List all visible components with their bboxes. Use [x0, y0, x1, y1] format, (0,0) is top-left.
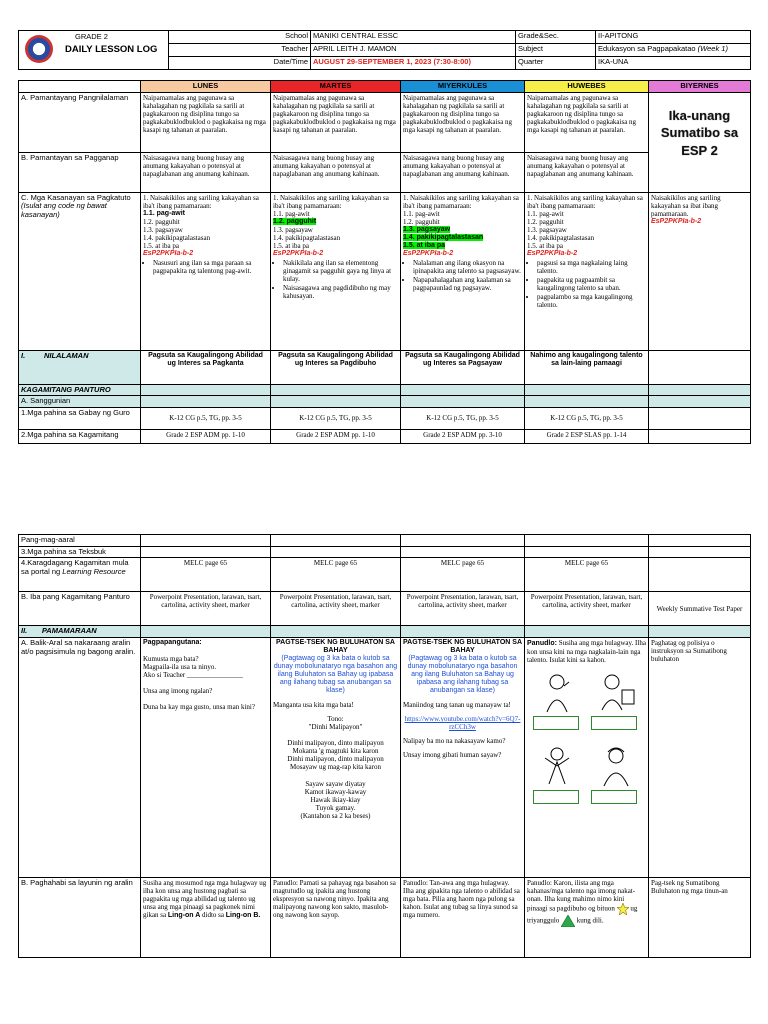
subject-label: Subject — [516, 44, 596, 57]
nilalaman-lunes: Pagsuta sa Kaugalingong Abilidad ug Interes sa Pagkanta — [141, 350, 271, 384]
nilalaman-huwebes: Nahimo ang kaugalingong talento sa lain-laing pamaagi — [525, 350, 649, 384]
answer-box[interactable] — [591, 790, 637, 804]
balik-huwebes: Panudlo: Susiha ang mga hulagway. Ilha kon unsa kini na mga nagkalain-lain nga talento. Isulat kini sa kahon. — [525, 637, 649, 877]
day-huwebes: HUWEBES — [525, 81, 649, 93]
iba-lunes: Powerpoint Presentation, larawan, tsart, cartolina, activity sheet, marker — [141, 592, 271, 626]
school-label: School — [169, 31, 311, 44]
kagamitan-huwebes: Grade 2 ESP SLAS pp. 1-14 — [525, 429, 649, 443]
gabay-huwebes: K-12 CG p.5, TG, pp. 3-5 — [525, 407, 649, 429]
paghahabi-label: B. Paghahabi sa layunin ng aralin — [19, 877, 141, 957]
teacher-label: Teacher — [169, 44, 311, 57]
pamantayang-martes: Naipamamalas ang pagunawa sa kahalagahan ng pagkilala sa sarili at pagkakaroon ng disiplina tungo sa pagkakabuklodbuklod o pagkakaisa ng mga kasapi ng tahanan at paaralan. — [271, 92, 401, 152]
school-value: MANIKI CENTRAL ESSC — [311, 31, 516, 44]
pagganap-lunes: Naisasagawa nang buong husay ang anumang kakayahan o potensyal at napaglabanan ang anumang kahinaan. — [141, 152, 271, 192]
summative-title: Ika-unang Sumatibo sa ESP 2 — [649, 92, 751, 192]
day-martes: MARTES — [271, 81, 401, 93]
kagamitan-lunes: Grade 2 ESP ADM pp. 1-10 — [141, 429, 271, 443]
gabay-miyerkules: K-12 CG p.5, TG, pp. 3-5 — [401, 407, 525, 429]
header-title-cell — [19, 31, 169, 70]
child-singing-image — [535, 670, 579, 714]
iba-martes: Powerpoint Presentation, larawan, tsart, cartolina, activity sheet, marker — [271, 592, 401, 626]
melc-lunes: MELC page 65 — [141, 558, 271, 592]
pang-label: Pang-mag-aaral — [19, 535, 141, 547]
datetime-label: Date/Time — [169, 57, 311, 70]
iba-miyerkules: Powerpoint Presentation, larawan, tsart, cartolina, activity sheet, marker — [401, 592, 525, 626]
child-dancing-image — [535, 744, 579, 788]
balik-lunes: Pagpapangutana: Kumusta mga bata? Magpaila-ila usa ta ninyo. Ako si Teacher ________________ Unsa ang imong ngalan? Duna ba kay mga gusto, unsa man kini? — [141, 637, 271, 877]
paghahabi-lunes: Susiha ang mosumod nga mga hulagway ug ilha kon unsa ang hustong pagbati sa pagpakita ug mga abilidad ug talento ug unsa ang mga pinaagi sa pagkonek nimi gikan sa Ling-on A didto sa Ling-on B. — [141, 877, 271, 957]
teksbuk-label: 3.Mga pahina sa Teksbuk — [19, 546, 141, 558]
pagganap-label: B. Pamantayan sa Pagganap — [19, 152, 141, 192]
kagamitan-martes: Grade 2 ESP ADM pp. 1-10 — [271, 429, 401, 443]
gradesec-value: II-APITONG — [596, 31, 751, 44]
nilalaman-miyerkules: Pagsuta sa Kaugalingong Abilidad ug Interes sa Pagsayaw — [401, 350, 525, 384]
paghahabi-miyerkules: Panudlo: Tan-awa ang mga hulagway. Ilha ang gipakita nga talento o abilidad sa mga bata. Pilia ang haom nga pulong sa kahon. Isulat ang tubag sa linya sunod sa mga numero. — [401, 877, 525, 957]
nilalaman-martes: Pagsuta sa Kaugalingong Abilidad ug Interes sa Pagdibuho — [271, 350, 401, 384]
kasanayan-biyernes: Naisakikilos ang sariling kakayahan sa ibat ibang pamamaraan. EsP2PKPIa-b-2 — [649, 192, 751, 350]
day-header-blank — [19, 81, 141, 93]
youtube-link[interactable]: https://www.youtube.com/watch?v=6Q7-rzCCh3w — [404, 715, 521, 732]
day-biyernes: BIYERNES — [649, 81, 751, 93]
pamantayang-label: A. Pamantayang Pangnilalaman — [19, 92, 141, 152]
balik-miyerkules: PAGTSE-TSEK NG BULUHATON SA BAHAY (Pagtawag og 3 ka bata o kutob sa dunay mobolunataryo nga basahon ang ilang Buluhaton sa Bahay ug ipabasa ang ilahang tubag sa anubangan sa klase) Maniindog tang tanan ug manayaw ta! https://www.youtube.com/watch?v=6Q7-rzCCh3w Nalipay ba mo na nakasayaw kamo? Unsay imong gibati human sayaw? — [401, 637, 525, 877]
grade-label: GRADE 2 — [75, 32, 108, 41]
kasanayan-label: C. Mga Kasanayan sa Pagkatuto (Isulat ang code ng bawat kasanayan) — [19, 192, 141, 350]
pamantayang-huwebes: Naipamamalas ang pagunawa sa kahalagahan ng pagkilala sa sarili at pagkakaroon ng disiplina tungo sa pagkakabuklodbuklod o pagkakaisa ng mga kasapi ng tahanan at paaralan. — [525, 92, 649, 152]
subject-value: Edukasyon sa Pagpapakatao (Week 1) — [596, 44, 751, 57]
teacher-value: APRIL LEITH J. MAMON — [311, 44, 516, 57]
day-miyerkules: MIYERKULES — [401, 81, 525, 93]
balik-label: A. Balik-Aral sa nakaraang aralin at/o pagsisimula ng bagong aralin. — [19, 637, 141, 877]
pamantayang-lunes: Naipamamalas ang pagunawa sa kahalagahan ng pagkilala sa sarili at pagkakaroon ng disiplina tungo sa pagkakabuklodbuklod o pagkakaisa ng mga kasapi ng tahanan at paaralan. — [141, 92, 271, 152]
balik-martes: PAGTSE-TSEK NG BULUHATON SA BAHAY (Pagtawag og 3 ka bata o kutob sa dunay mobolunataryo nga basahon ang ilang Buluhaton sa Bahay ug ipabasa ang ilahang tubag sa anubangan sa klase) Manganta usa kita mga bata! Tono: "Dinhi Malipayon" Dinhi malipayon, dinto malipayon Mokanta 'g magtuki kita karon Dinhi malipayon, dinto malipayon Mosayaw ug mag-rap kita karon Sayaw sayaw diyatay Kamot ikaway-kaway Hawak ikiay-kiay Tuyok gamay. (Kantahon sa 2 ka beses) — [271, 637, 401, 877]
gabay-martes: K-12 CG p.5, TG, pp. 3-5 — [271, 407, 401, 429]
kasanayan-martes: 1. Naisakikilos ang sariling kakayahan sa iba't ibang pamamaraan: 1.1. pag-awit 1.2. pagguhit 1.3. pagsayaw 1.4. pakikipagtalastasan 1.5. at iba pa EsP2PKPIa-b-2 • Nakikilala ang ilan sa elementong ginagamit sa pagguhit gaya ng linya at kulay. • Naisasagawa ang pagdidibuho ng may kahusayan. — [271, 192, 401, 350]
kasanayan-lunes: 1. Naisakikilos ang sariling kakayahan sa iba't ibang pamamaraan: 1.1. pag-awit 1.2. pagguhit 1.3. pagsayaw 1.4. pakikipagtalastasan 1.5. at iba pa EsP2PKPIa-b-2 • Nasusuri ang ilan sa mga paraan sa pagpapakita ng talentong pag-awit. — [141, 192, 271, 350]
datetime-value: AUGUST 29-SEPTEMBER 1, 2023 (7:30-8:00) — [311, 57, 516, 70]
triangle-icon — [561, 915, 575, 927]
paghahabi-biyernes: Pag-tsek ng Sumatibong Buluhaton ng mga tinun-an — [649, 877, 751, 957]
pagganap-martes: Naisasagawa nang buong husay ang anumang kakayahan o potensyal at napaglabanan ang anumang kahinaan. — [271, 152, 401, 192]
child-talking-image — [594, 744, 638, 788]
kagamitan-miyerkules: Grade 2 ESP ADM pp. 3-10 — [401, 429, 525, 443]
answer-box[interactable] — [533, 790, 579, 804]
iba-label: B. Iba pang Kagamitang Panturo — [19, 592, 141, 626]
balik-biyernes: Paghatag og polisiya o instruksyon sa Sumatibong buluhaton — [649, 637, 751, 877]
karagdagang-label: 4.Karagdagang Kagamitan mula sa portal ng Learning Resource — [19, 558, 141, 592]
pagganap-miyerkules: Naisasagawa nang buong husay ang anumang kakayahan o potensyal at napaglabanan ang anumang kahinaan. — [401, 152, 525, 192]
kagamitang-label: KAGAMITANG PANTURO — [19, 384, 141, 396]
lesson-table-lower — [18, 534, 750, 958]
pagganap-huwebes: Naisasagawa nang buong husay ang anumang kakayahan o potensyal at napaglabanan ang anumang kahinaan. — [525, 152, 649, 192]
deped-seal-icon — [25, 35, 53, 63]
lesson-table-upper — [18, 80, 750, 444]
answer-box[interactable] — [533, 716, 579, 730]
kasanayan-miyerkules: 1. Naisakikilos ang sariling kakayahan sa iba't ibang pamamaraan: 1.1. pag-awit 1.2. pagguhit 1.3. pagsayaw 1.4. pakikipagtalastasan 1.5. at iba pa EsP2PKPIa-b-2 • Nalalaman ang ilang okasyon na ipinapakita ang talento sa pagsasayaw. • Napapahalagahan ang kaalaman sa pagpapaunlad ng pagsayaw. — [401, 192, 525, 350]
log-title: DAILY LESSON LOG — [65, 44, 158, 55]
melc-huwebes: MELC page 65 — [525, 558, 649, 592]
gabay-label: 1.Mga pahina sa Gabay ng Guro — [19, 407, 141, 429]
pamamaraan-label: II. PAMAMARAAN — [19, 626, 141, 638]
nilalaman-label: I. NILALAMAN — [19, 350, 141, 384]
lesson-log-header — [18, 30, 750, 70]
gabay-lunes: K-12 CG p.5, TG, pp. 3-5 — [141, 407, 271, 429]
nilalaman-biyernes — [649, 350, 751, 384]
quarter-value: IKA-UNA — [596, 57, 751, 70]
sanggunian-label: A. Sanggunian — [19, 396, 141, 408]
melc-miyerkules: MELC page 65 — [401, 558, 525, 592]
child-drawing-image — [594, 670, 638, 714]
day-lunes: LUNES — [141, 81, 271, 93]
iba-huwebes: Powerpoint Presentation, larawan, tsart, cartolina, activity sheet, marker — [525, 592, 649, 626]
quarter-label: Quarter — [516, 57, 596, 70]
gradesec-label: Grade&Sec. — [516, 31, 596, 44]
paghahabi-martes: Panudlo: Pamati sa pahayag nga basahon sa magtutudlo ug ipakita ang hustong ekspresyon sa nawong ninyo. Ipakita ang malipayong nawong kon sakto, masulob-ong nawong kon sayop. — [271, 877, 401, 957]
iba-biyernes: Weekly Summative Test Paper — [649, 592, 751, 626]
paghahabi-huwebes: Panudlo: Karon, ilista ang mga kahanas/mga talento nga imong nakat-onan. Ilha kung mahimo nimo kini pinaagi sa pagdibuho og bituon ug triyanggulo kung dili. — [525, 877, 649, 957]
answer-box[interactable] — [591, 716, 637, 730]
melc-martes: MELC page 65 — [271, 558, 401, 592]
kagamitan-label: 2.Mga pahina sa Kagamitang — [19, 429, 141, 443]
star-icon — [617, 903, 629, 915]
pamantayang-miyerkules: Naipamamalas ang pagunawa sa kahalagahan ng pagkilala sa sarili at pagkakaroon ng disiplina tungo sa pagkakabuklodbuklod o pagkakaisa ng mga kasapi ng tahanan at paaralan. — [401, 92, 525, 152]
kasanayan-huwebes: 1. Naisakikilos ang sariling kakayahan sa iba't ibang pamamaraan: 1.1. pag-awit 1.2. pagguhit 1.3. pagsayaw 1.4. pakikipagtalastasan 1.5. at iba pa EsP2PKPIa-b-2 • pagsusi sa mga nagkalaing laing talento. • pagpakita ug pagpaambit sa kaugalingong talento sa uban. • pagpalambo sa mga kaugalingong talento. — [525, 192, 649, 350]
